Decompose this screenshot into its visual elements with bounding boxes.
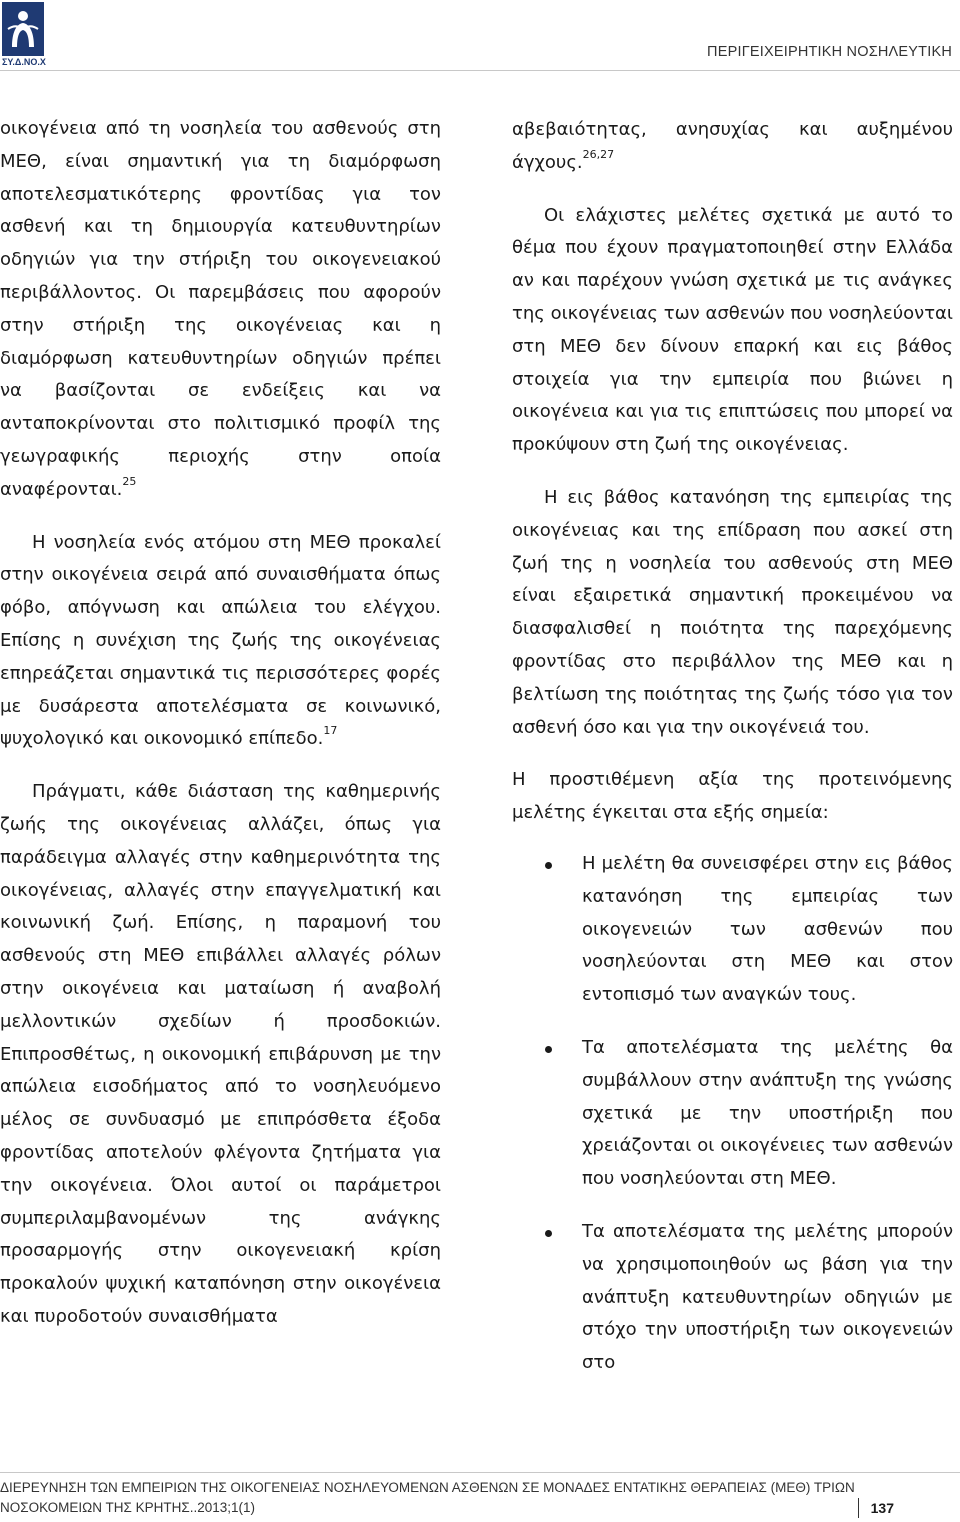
footer-journal-line: ΝΟΣΟΚΟΜΕΙΩΝ ΤΗΣ ΚΡΗΤΗΣ..2013;1(1) <box>0 1500 256 1515</box>
paragraph: Η προστιθέμενη αξία της προτεινόμενης μελέτης έγκειται στα εξής σημεία: <box>512 769 953 824</box>
list-item-text: Τα αποτελέσματα της μελέτης θα συμβάλλουν στην ανάπτυξη της γνώσης σχετικά με την υποστήριξη που χρειάζονται οι οικογένειες των ασθενών που νοσηλεύονται στη ΜΕΘ. <box>582 1036 953 1190</box>
list-item-text: Τα αποτελέσματα της μελέτης μπορούν να χρησιμοποιηθούν ως βάση για την ανάπτυξη κατευθυντηρίων οδηγιών με στόχο την υποστήριξη των οικογενειών στο <box>582 1220 953 1374</box>
paragraph <box>512 114 953 180</box>
figure-emblem-icon <box>6 7 40 51</box>
running-title: ΠΕΡΙΓΕΙΧΕΙΡΗΤΙΚΗ ΝΟΣΗΛΕΥΤΙΚΗ <box>707 44 952 60</box>
footer-title-line: ΔΙΕΡΕΥΝΗΣΗ ΤΩΝ ΕΜΠΕΙΡΙΩΝ ΤΗΣ ΟΙΚΟΓΕΝΕΙΑΣ ΝΟΣΗΛΕΥΟΜΕΝΩΝ ΑΣΘΕΝΩΝ ΣΕ ΜΟΝΑΔΕΣ ΕΝΤΑΤΙΚΗΣ ΘΕΡΑΠΕΙΑΣ (ΜΕΘ) ΤΡΙΩΝ <box>0 1480 855 1495</box>
paragraph: Η εις βάθος κατανόηση της εμπειρίας της οικογένειας και της επίδραση που ασκεί στη ζωή της η νοσηλεία του ασθενούς στη ΜΕΘ είναι εξαιρετικά σημαντική προκειμένου να διασφαλισθεί η ποιότητα της παρεχόμενης φροντίδας στο περιβάλλον της ΜΕΘ και η βελτίωση της ποιότητας της ζωής τόσο για τον ασθενή όσο και για την οικογένειά του. <box>512 486 953 738</box>
journal-logo <box>2 2 44 66</box>
citation-ref: 26,27 <box>582 147 615 161</box>
bullet-icon <box>545 862 552 869</box>
list-item <box>512 848 953 1012</box>
list-item <box>512 1032 953 1196</box>
paragraph <box>0 113 441 507</box>
logo-caption: ΣΥ.Δ.ΝΟ.Χ <box>2 57 46 67</box>
right-column <box>512 114 953 1400</box>
list-item <box>512 1216 953 1380</box>
paragraph-text: οικογένεια από τη νοσηλεία του ασθενούς στη ΜΕΘ, είναι σημαντική για τη διαμόρφωση αποτελεσματικότερης φροντίδας για τον ασθενή και τη δημιουργία κατευθυντηρίων οδηγιών για την στήριξη του οικογενειακού περιβάλλοντος. Οι παρεμβάσεις που αφορούν στην στήριξη της οικογένειας και η διαμόρφωση κατευθυντηρίων οδηγιών πρέπει να βασίζονται σε ενδείξεις και να ανταποκρίνονται στο πολιτισμικό προφίλ της γεωγραφικής περιοχής στην οποία αναφέρονται. <box>0 118 441 500</box>
bullet-icon <box>545 1046 552 1053</box>
bullet-icon <box>545 1230 552 1237</box>
paragraph: Οι ελάχιστες μελέτες σχετικά με αυτό το θέμα που έχουν πραγματοποιηθεί στην Ελλάδα αν και παρέχουν γνώση σχετικά με τις ανάγκες της οικογένειας των ασθενών που νοσηλεύονται στη ΜΕΘ δεν δίνουν επαρκή και εις βάθος στοιχεία για την εμπειρία που βιώνει η οικογένεια και για τις επιπτώσεις που μπορεί να προκύψουν στη ζωή της οικογένειας. <box>512 204 953 456</box>
paragraph-text: Η νοσηλεία ενός ατόμου στη ΜΕΘ προκαλεί στην οικογένεια σειρά από συναισθήματα όπως φόβο, απόγνωση και απώλεια του ελέγχου. Επίσης η συνέχιση της ζωής της οικογένειας επηρεάζεται σημαντικά τις περισσότερες φορές με δυσάρεστα αποτελέσματα σε κοινωνικό, ψυχολογικό και οικονομικό επίπεδο. <box>0 531 441 750</box>
paragraph: Πράγματι, κάθε διάσταση της καθημερινής ζωής της οικογένειας αλλάζει, όπως για παράδειγμα αλλαγές στην καθημερινότητα της οικογένειας, αλλαγές στην επαγγελματική και κοινωνική ζωή. Επίσης, η παραμονή του ασθενούς στη ΜΕΘ επιβάλλει αλλαγές ρόλων στην οικογένεια και ματαίωση ή αναβολή μελλοντικών σχεδίων ή προσδοκιών. Επιπροσθέτως, η οικονομική επιβάρυνση με την απώλεια εισοδήματος από το νοσηλευόμενο μέλος σε συνδυασμό με επιπρόσθετα έξοδα φροντίδας αποτελούν φλέγοντα ζητήματα για την οικογένεια. Όλοι αυτοί οι παράμετροι συμπεριλαμβανομένων της ανάγκης προσαρμογής στην οικογενειακή κρίση προκαλούν ψυχική καταπόνηση στην οικογένεια και πυροδοτούν συναισθήματα <box>0 781 441 1327</box>
paragraph <box>0 527 441 757</box>
page-number: 137 <box>858 1498 894 1518</box>
header-divider <box>0 70 960 71</box>
paragraph-text: αβεβαιότητας, ανησυχίας και αυξημένου άγχους. <box>512 119 953 173</box>
bullet-list <box>512 848 953 1380</box>
list-item-text: Η μελέτη θα συνεισφέρει στην εις βάθος κατανόηση της εμπειρίας των οικογενειών των ασθενών που νοσηλεύονται στη ΜΕΘ και στον εντοπισμό των αναγκών τους. <box>582 852 953 1006</box>
citation-ref: 25 <box>122 474 137 488</box>
citation-ref: 17 <box>323 724 338 738</box>
logo-emblem-icon <box>2 2 44 56</box>
footer-divider <box>0 1472 960 1473</box>
left-column <box>0 113 441 1334</box>
page-footer <box>0 1478 930 1518</box>
